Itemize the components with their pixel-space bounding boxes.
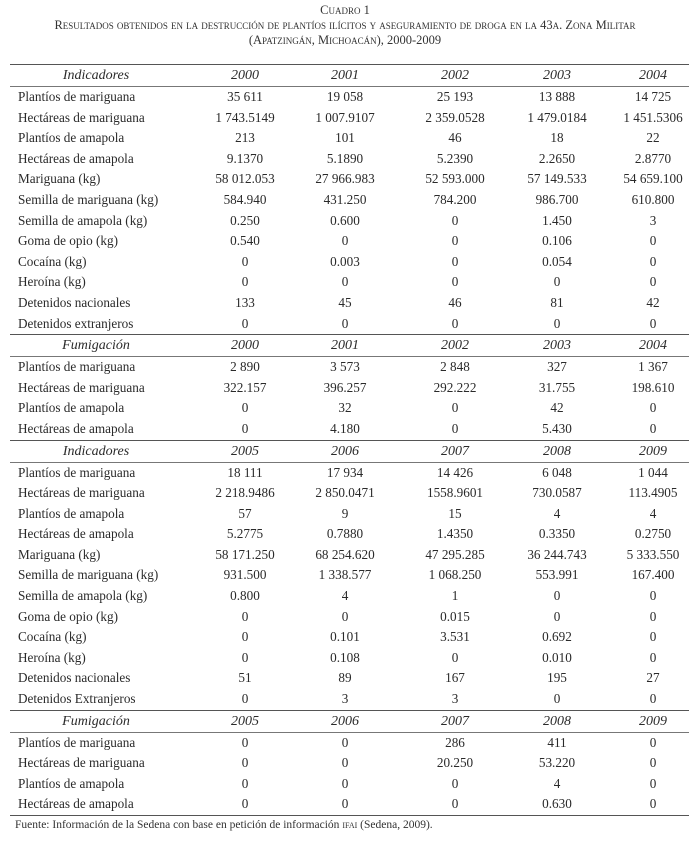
cell-value: 5.2390 <box>436 150 474 166</box>
cell-value: 57 149.533 <box>527 171 587 187</box>
cell-value: 0.250 <box>230 212 260 228</box>
cell-value: 292.222 <box>433 379 477 395</box>
cell-value: 4 <box>649 505 657 521</box>
cell-value: 584.940 <box>223 191 267 207</box>
cell-value: 1 044 <box>638 464 668 480</box>
cell-value: 0.010 <box>542 649 572 665</box>
row-label: Heroína (kg) <box>18 649 86 665</box>
cell-value: 0 <box>649 775 657 791</box>
cell-value: 2.8770 <box>634 150 672 166</box>
cell-value: 0.2750 <box>634 526 672 542</box>
table-row <box>10 272 689 293</box>
table-row <box>10 378 689 399</box>
source-note: Fuente: Información de la Sedena con base en petición de información ifai (Sedena, 2009). <box>15 819 433 831</box>
section-header-row <box>10 711 689 732</box>
row-label: Semilla de mariguana (kg) <box>18 191 159 207</box>
table-title: Resultados obtenidos en la destrucción de plantíos ilícitos y aseguramiento de droga en la 43a. Zona Militar <box>54 18 636 32</box>
cell-value: 0 <box>241 691 249 707</box>
year-header: 2009 <box>639 713 667 729</box>
cell-value: 58 171.250 <box>215 546 275 562</box>
year-header: 2006 <box>331 443 359 459</box>
row-label: Hectáreas de mariguana <box>18 485 145 501</box>
cell-value: 27 966.983 <box>315 171 375 187</box>
cell-value: 0 <box>241 649 249 665</box>
cell-value: 0 <box>649 691 657 707</box>
row-label: Hectáreas de mariguana <box>18 109 145 125</box>
cell-value: 0.106 <box>542 233 572 249</box>
cell-value: 0 <box>341 755 349 771</box>
table-row <box>10 483 689 504</box>
cell-value: 0 <box>451 420 459 436</box>
cell-value: 0 <box>451 253 459 269</box>
cell-value: 0.800 <box>230 588 260 604</box>
row-label: Plantíos de amapola <box>18 130 125 146</box>
section-header-label: Fumigación <box>62 338 130 354</box>
year-header: 2000 <box>231 68 259 83</box>
section-header-row <box>10 441 689 462</box>
cell-value: 3.531 <box>440 629 470 645</box>
cell-value: 19 058 <box>326 89 364 104</box>
table-row <box>10 504 689 525</box>
cell-value: 0 <box>649 274 657 290</box>
table-row <box>10 87 689 108</box>
row-label: Hectáreas de amapola <box>18 796 134 812</box>
data-table <box>10 64 689 816</box>
table-subtitle: (Apatzingán, Michoacán), 2000-2009 <box>248 33 442 47</box>
table-row <box>10 419 689 440</box>
cell-value: 0 <box>649 629 657 645</box>
year-header: 2009 <box>639 443 667 459</box>
cell-value: 0 <box>451 400 459 416</box>
row-label: Hectáreas de amapola <box>18 420 134 436</box>
cell-value: 89 <box>338 670 352 686</box>
cell-value: 46 <box>448 294 462 310</box>
cell-value: 0.108 <box>330 649 360 665</box>
cell-value: 1 338.577 <box>318 567 372 583</box>
year-header: 2007 <box>441 443 469 459</box>
cell-value: 51 <box>238 670 252 686</box>
cell-value: 0 <box>649 315 657 331</box>
cell-value: 4 <box>553 505 561 521</box>
year-header: 2002 <box>441 68 469 83</box>
cell-value: 167 <box>445 670 465 686</box>
cell-value: 1 479.0184 <box>527 109 587 125</box>
table-row <box>10 149 689 170</box>
cell-value: 0 <box>649 755 657 771</box>
cell-value: 986.700 <box>535 191 579 207</box>
table-row <box>10 108 689 129</box>
cell-value: 0 <box>241 608 249 624</box>
cell-value: 27 <box>646 670 660 686</box>
table-bottom-rule <box>10 815 689 816</box>
cell-value: 113.4905 <box>628 485 678 501</box>
cell-value: 32 <box>338 400 352 416</box>
cell-value: 1 068.250 <box>428 567 482 583</box>
cell-value: 0 <box>649 420 657 436</box>
cell-value: 31.755 <box>538 379 576 395</box>
cell-value: 13 888 <box>538 89 576 104</box>
table-row <box>10 586 689 607</box>
cell-value: 0 <box>241 629 249 645</box>
row-label: Heroína (kg) <box>18 274 86 290</box>
cell-value: 1.4350 <box>436 526 474 542</box>
source-acronym: ifai <box>342 819 358 831</box>
table-row <box>10 627 689 648</box>
row-label: Cocaína (kg) <box>18 253 87 269</box>
cell-value: 0 <box>241 755 249 771</box>
table-row <box>10 689 689 710</box>
year-header: 2008 <box>543 713 571 729</box>
row-label: Plantíos de mariguana <box>18 464 136 480</box>
row-label: Detenidos extranjeros <box>18 315 134 331</box>
cell-value: 0 <box>241 734 249 750</box>
cell-value: 0 <box>649 608 657 624</box>
cell-value: 0 <box>649 796 657 812</box>
table-row <box>10 357 689 378</box>
cell-value: 0 <box>451 796 459 812</box>
cell-value: 0 <box>451 775 459 791</box>
cell-value: 0 <box>451 212 459 228</box>
year-header: 2003 <box>543 68 571 83</box>
year-header: 2003 <box>543 338 571 354</box>
year-header: 2001 <box>331 338 359 354</box>
cell-value: 0 <box>241 315 249 331</box>
cell-value: 0 <box>241 274 249 290</box>
table-row <box>10 398 689 419</box>
year-header: 2000 <box>231 338 259 354</box>
cell-value: 0 <box>451 274 459 290</box>
cell-value: 610.800 <box>631 191 675 207</box>
cell-value: 22 <box>646 130 660 146</box>
cell-value: 784.200 <box>433 191 477 207</box>
cell-value: 322.157 <box>223 379 267 395</box>
cell-value: 0 <box>553 588 561 604</box>
cell-value: 730.0587 <box>532 485 582 501</box>
cell-value: 4 <box>341 588 349 604</box>
year-header: 2005 <box>231 443 259 459</box>
cell-value: 167.400 <box>631 567 675 583</box>
table-row <box>10 774 689 795</box>
cell-value: 3 <box>451 691 459 707</box>
cell-value: 2 218.9486 <box>215 485 275 501</box>
cell-value: 18 <box>550 130 564 146</box>
cell-value: 0 <box>649 649 657 665</box>
table-row <box>10 293 689 314</box>
row-label: Hectáreas de mariguana <box>18 379 145 395</box>
cell-value: 57 <box>238 505 252 521</box>
cell-value: 52 593.000 <box>425 171 485 187</box>
cell-value: 25 193 <box>436 89 474 104</box>
cell-value: 6 048 <box>542 464 572 480</box>
cell-value: 327 <box>547 359 567 375</box>
cell-value: 18 111 <box>227 464 263 480</box>
cell-value: 9 <box>341 505 349 521</box>
cell-value: 0 <box>341 734 349 750</box>
cell-value: 411 <box>547 734 567 750</box>
cell-value: 0 <box>241 796 249 812</box>
table-row <box>10 231 689 252</box>
cell-value: 17 934 <box>326 464 364 480</box>
row-label: Plantíos de amapola <box>18 505 125 521</box>
cell-value: 46 <box>448 130 462 146</box>
table-row <box>10 565 689 586</box>
cell-value: 1 743.5149 <box>215 109 275 125</box>
cell-value: 0 <box>341 775 349 791</box>
cell-value: 0 <box>241 775 249 791</box>
row-label: Plantíos de mariguana <box>18 734 136 750</box>
year-header: 2007 <box>441 713 469 729</box>
cell-value: 1 <box>451 588 459 604</box>
row-label: Plantíos de mariguana <box>18 89 136 104</box>
table-row <box>10 753 689 774</box>
row-label: Semilla de mariguana (kg) <box>18 567 159 583</box>
cell-value: 0 <box>341 608 349 624</box>
cell-value: 0.630 <box>542 796 572 812</box>
cell-value: 2 850.0471 <box>315 485 375 501</box>
row-label: Goma de opio (kg) <box>18 233 118 249</box>
cell-value: 0.101 <box>330 629 360 645</box>
cell-value: 47 295.285 <box>425 546 485 562</box>
section-header-label: Fumigación <box>62 713 130 729</box>
cell-value: 68 254.620 <box>315 546 375 562</box>
section-header-label: Indicadores <box>62 68 130 83</box>
cell-value: 36 244.743 <box>527 546 587 562</box>
row-label: Hectáreas de amapola <box>18 526 134 542</box>
cell-value: 0 <box>341 796 349 812</box>
cell-value: 4 <box>553 775 561 791</box>
cell-value: 58 012.053 <box>215 171 275 187</box>
cell-value: 1 451.5306 <box>623 109 683 125</box>
cell-value: 2 359.0528 <box>425 109 485 125</box>
cell-value: 198.610 <box>631 379 675 395</box>
cell-value: 54 659.100 <box>623 171 683 187</box>
cell-value: 0 <box>553 274 561 290</box>
cell-value: 3 <box>341 691 349 707</box>
table-row <box>10 607 689 628</box>
cell-value: 0.015 <box>440 608 470 624</box>
table-row <box>10 190 689 211</box>
cell-value: 42 <box>646 294 660 310</box>
year-header: 2004 <box>639 338 667 354</box>
cell-value: 81 <box>550 294 564 310</box>
cell-value: 1.450 <box>542 212 572 228</box>
cell-value: 0 <box>341 274 349 290</box>
cell-value: 5 333.550 <box>626 546 680 562</box>
cell-value: 14 725 <box>634 89 672 104</box>
cell-value: 0 <box>553 608 561 624</box>
cell-value: 0 <box>241 400 249 416</box>
year-header: 2004 <box>639 68 667 83</box>
cell-value: 0 <box>649 253 657 269</box>
cell-value: 0 <box>341 233 349 249</box>
row-label: Mariguana (kg) <box>18 171 101 187</box>
row-label: Plantíos de amapola <box>18 400 125 416</box>
cell-value: 0 <box>341 315 349 331</box>
cell-value: 0.054 <box>542 253 572 269</box>
year-header: 2008 <box>543 443 571 459</box>
cell-value: 0.003 <box>330 253 360 269</box>
cell-value: 1 367 <box>638 359 668 375</box>
cell-value: 0 <box>241 253 249 269</box>
table-row <box>10 733 689 754</box>
cell-value: 0.540 <box>230 233 260 249</box>
cell-value: 0 <box>451 315 459 331</box>
cell-value: 0 <box>241 420 249 436</box>
section-header-row <box>10 65 689 86</box>
cell-value: 5.2775 <box>226 526 264 542</box>
table-row <box>10 128 689 149</box>
cell-value: 0 <box>451 649 459 665</box>
table-row <box>10 668 689 689</box>
row-label: Detenidos nacionales <box>18 670 131 686</box>
cell-value: 0 <box>649 400 657 416</box>
cell-value: 101 <box>335 130 355 146</box>
cell-value: 4.180 <box>330 420 360 436</box>
row-label: Detenidos nacionales <box>18 294 131 310</box>
table-row <box>10 524 689 545</box>
cell-value: 42 <box>550 400 564 416</box>
cell-value: 45 <box>338 294 352 310</box>
cell-value: 53.220 <box>538 755 576 771</box>
cell-value: 0.692 <box>542 629 572 645</box>
cell-value: 9.1370 <box>226 150 264 166</box>
cell-value: 15 <box>448 505 462 521</box>
cell-value: 0 <box>649 734 657 750</box>
cell-value: 553.991 <box>535 567 579 583</box>
cell-value: 2.2650 <box>538 150 576 166</box>
table-row <box>10 648 689 669</box>
row-label: Semilla de amapola (kg) <box>18 588 148 604</box>
year-header: 2006 <box>331 713 359 729</box>
cell-value: 0.7880 <box>326 526 364 542</box>
cell-value: 0 <box>553 315 561 331</box>
cell-value: 0 <box>649 588 657 604</box>
cell-value: 0.600 <box>330 212 360 228</box>
cell-value: 3 <box>649 212 657 228</box>
cell-value: 1 007.9107 <box>315 109 375 125</box>
cell-value: 431.250 <box>323 191 367 207</box>
row-label: Mariguana (kg) <box>18 546 101 562</box>
cell-value: 2 848 <box>440 359 470 375</box>
cell-value: 133 <box>235 294 255 310</box>
table-row <box>10 463 689 484</box>
cell-value: 5.430 <box>542 420 572 436</box>
cell-value: 20.250 <box>436 755 474 771</box>
row-label: Goma de opio (kg) <box>18 608 118 624</box>
row-label: Plantíos de amapola <box>18 775 125 791</box>
table-row <box>10 252 689 273</box>
table-number: Cuadro 1 <box>320 3 370 17</box>
year-header: 2005 <box>231 713 259 729</box>
cell-value: 286 <box>445 734 465 750</box>
cell-value: 3 573 <box>330 359 360 375</box>
table-row <box>10 545 689 566</box>
table-row <box>10 211 689 232</box>
table-row <box>10 169 689 190</box>
cell-value: 5.1890 <box>326 150 364 166</box>
cell-value: 1558.9601 <box>426 485 484 501</box>
row-label: Cocaína (kg) <box>18 629 87 645</box>
cell-value: 0 <box>553 691 561 707</box>
section-header-label: Indicadores <box>62 443 130 459</box>
cell-value: 14 426 <box>436 464 474 480</box>
cell-value: 213 <box>235 130 255 146</box>
year-header: 2002 <box>441 338 469 354</box>
row-label: Hectáreas de amapola <box>18 150 134 166</box>
cell-value: 396.257 <box>323 379 367 395</box>
row-label: Detenidos Extranjeros <box>18 691 136 707</box>
table-row <box>10 314 689 335</box>
cell-value: 0.3350 <box>538 526 576 542</box>
row-label: Semilla de amapola (kg) <box>18 212 148 228</box>
table-row <box>10 794 689 815</box>
cell-value: 35 611 <box>227 89 263 104</box>
row-label: Plantíos de mariguana <box>18 359 136 375</box>
year-header: 2001 <box>331 68 359 83</box>
cell-value: 195 <box>547 670 567 686</box>
cell-value: 0 <box>649 233 657 249</box>
cell-value: 2 890 <box>230 359 260 375</box>
cell-value: 931.500 <box>223 567 267 583</box>
cell-value: 0 <box>451 233 459 249</box>
section-header-row <box>10 335 689 356</box>
row-label: Hectáreas de mariguana <box>18 755 145 771</box>
